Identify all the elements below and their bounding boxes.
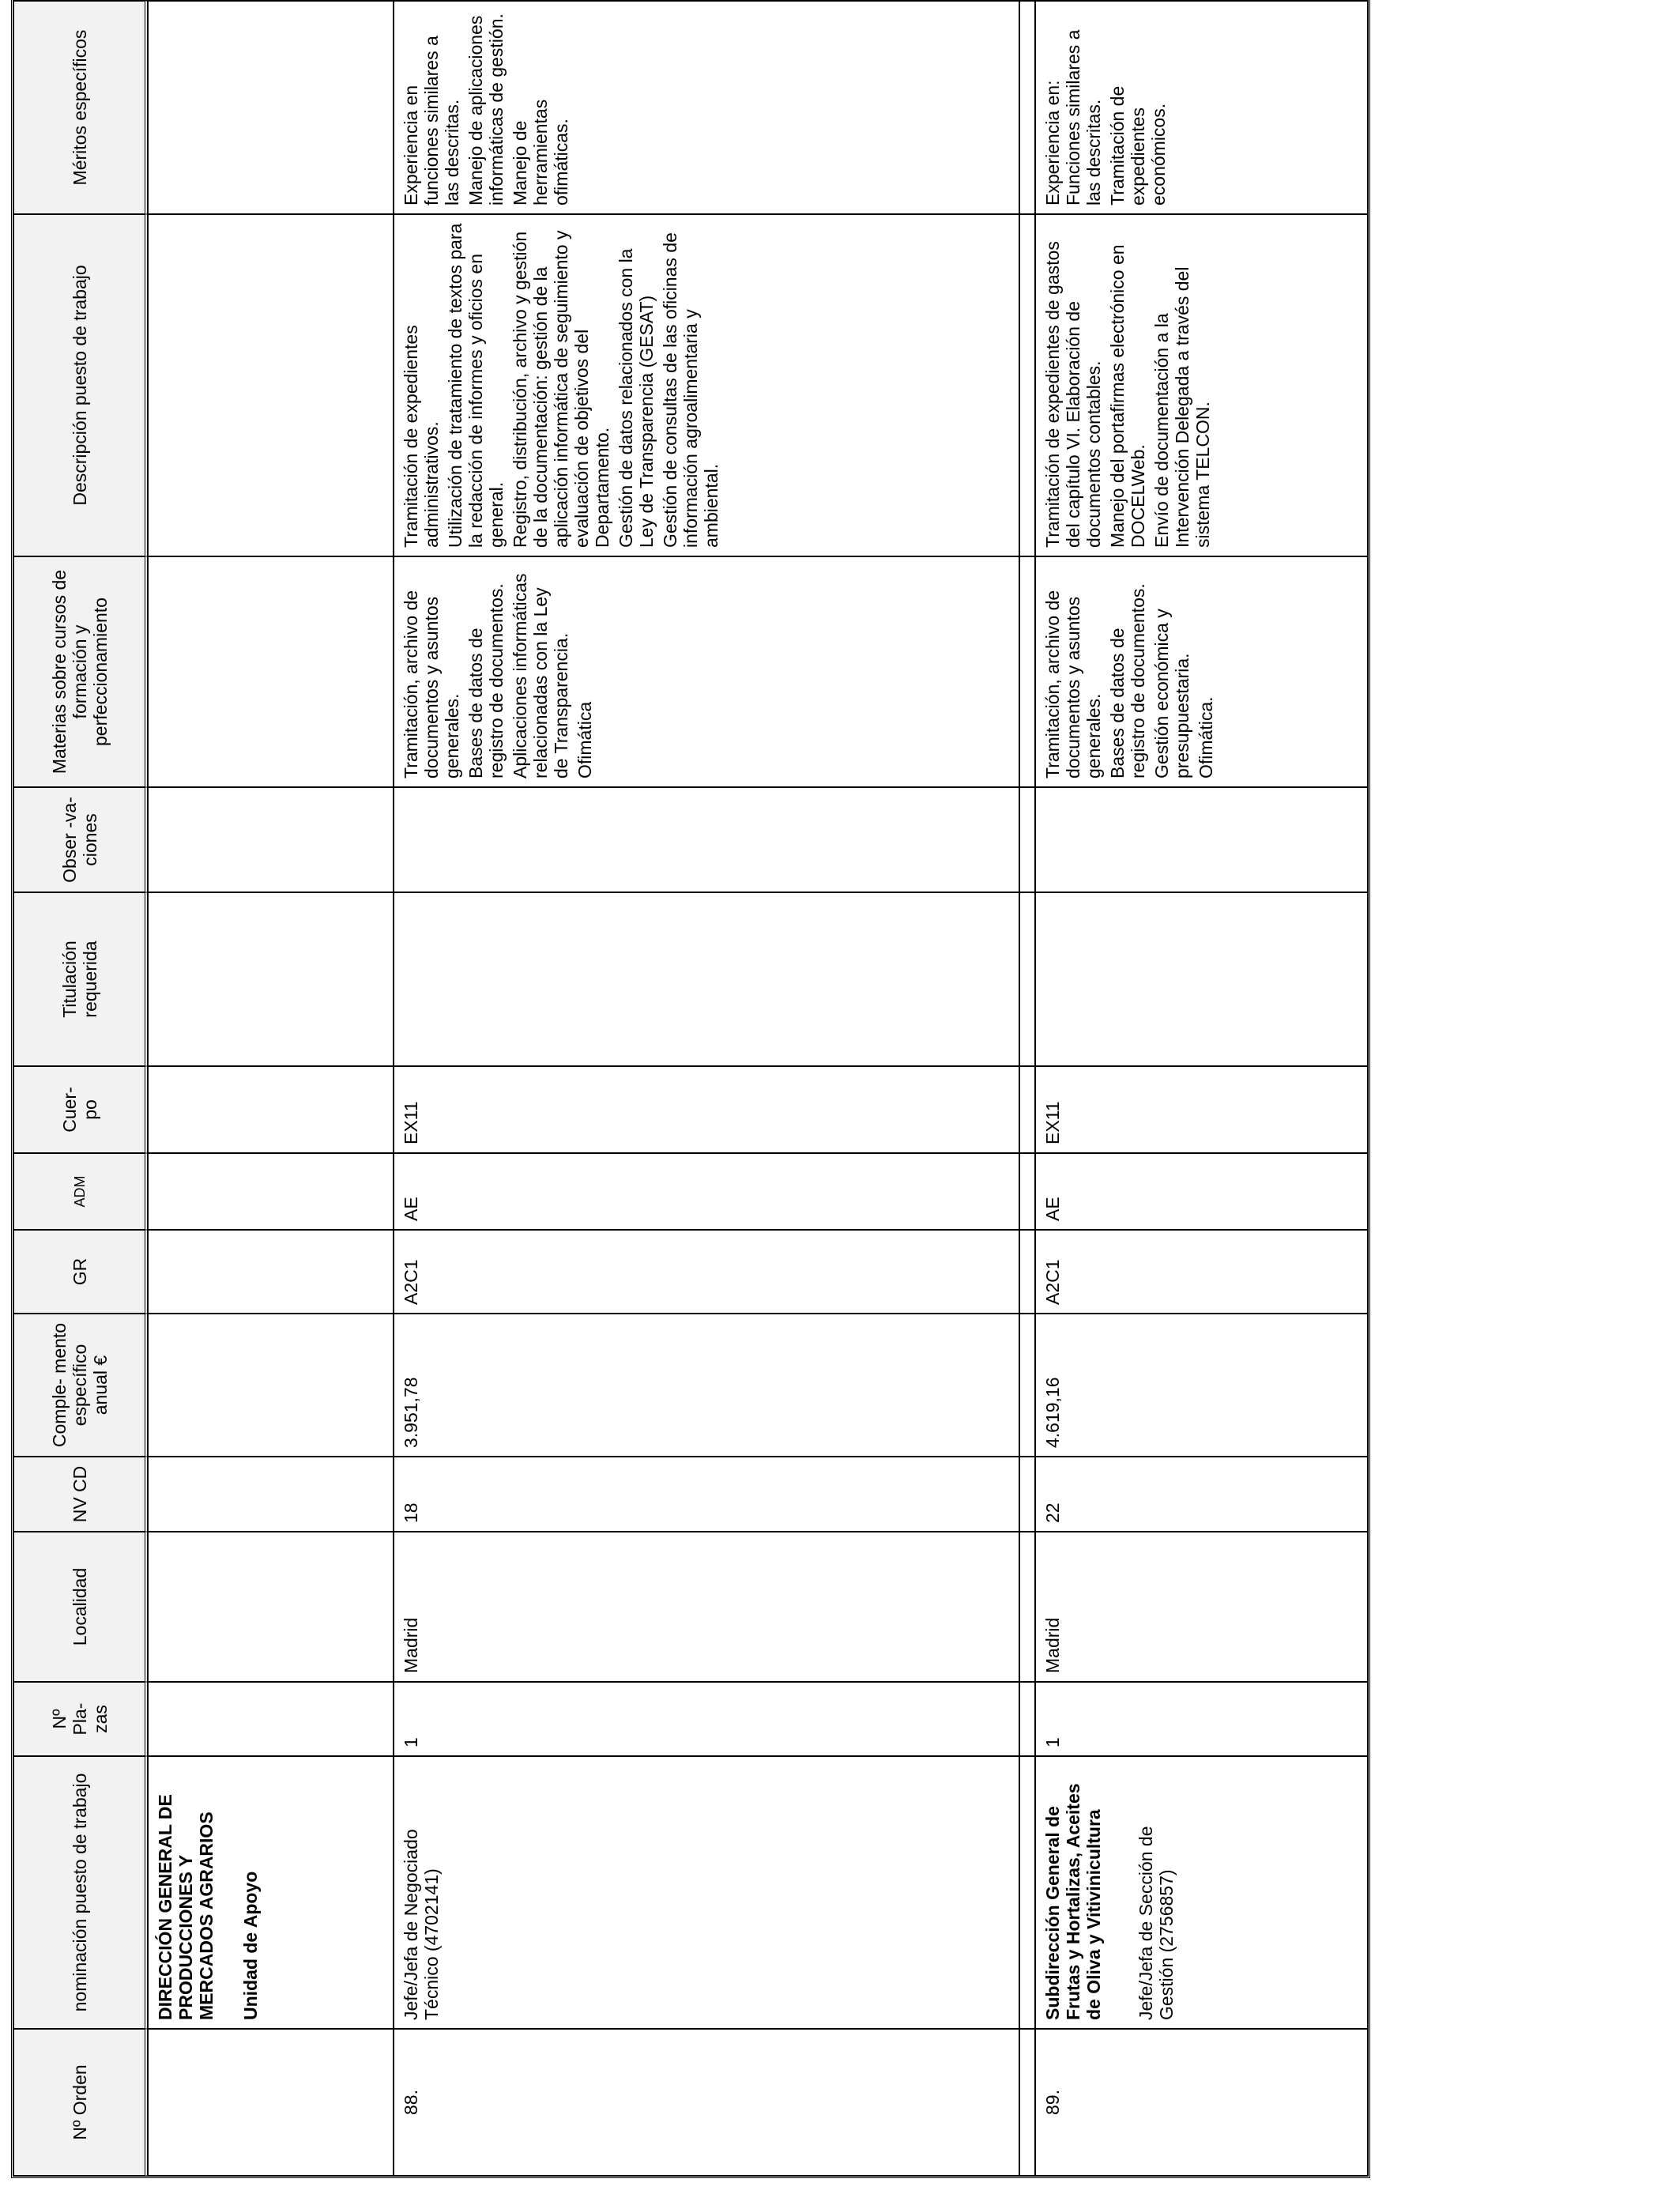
- row-meritos: [1035, 1, 1368, 214]
- table-row: [1035, 1, 1368, 2176]
- row-descripcion: [394, 214, 1019, 556]
- descripcion-item: Tramitación de expedientes administrativos.: [400, 325, 442, 548]
- header-meritos: Méritos específicos: [13, 1, 148, 214]
- materia-item: Tramitación, archivo de documentos y asuntos generales.: [400, 590, 462, 778]
- row-nivel: 18: [394, 1457, 1019, 1532]
- row-localidad: Madrid: [394, 1532, 1019, 1682]
- materia-item: Aplicaciones informáticas relacionadas con la Ley de Transparencia.: [509, 573, 571, 778]
- header-grupo: GR: [13, 1230, 148, 1314]
- row-complemento: 3.951,78: [394, 1314, 1019, 1457]
- header-nivel: NV CD: [13, 1457, 148, 1532]
- row-titulacion: [1035, 892, 1368, 1066]
- row-orden: 89.: [1035, 2029, 1368, 2176]
- row-nivel: 22: [1035, 1457, 1368, 1532]
- descripcion-item: Registro, distribución, archivo y gestión de la documentación: gestión de la aplicación informática de seguimiento y evaluación de objetivos del Departamento.: [509, 230, 612, 548]
- header-materias: Materias sobre cursos de formación y perfeccionamiento: [13, 556, 148, 787]
- row-plazas: 1: [1035, 1682, 1368, 1756]
- row-denominacion: [1035, 1756, 1368, 2029]
- merito-item: Experiencia en: Funciones similares a las descritas.: [1042, 29, 1104, 205]
- row-observaciones: [394, 787, 1019, 892]
- row-localidad: Madrid: [1035, 1532, 1368, 1682]
- row-adm: AE: [394, 1153, 1019, 1230]
- row-materias: [394, 556, 1019, 787]
- merito-item: Experiencia en funciones similares a las descritas.: [400, 36, 462, 205]
- header-orden: Nº Orden: [13, 2029, 148, 2176]
- row-grupo: A2C1: [394, 1230, 1019, 1314]
- materia-item: Bases de datos de registro de documentos.: [1106, 583, 1148, 778]
- unidad-title: Unidad de Apoyo: [240, 1871, 261, 2020]
- section-row-direccion: [148, 1, 394, 2176]
- header-plazas: Nº Pla- zas: [13, 1682, 148, 1756]
- descripcion-item: Manejo del portafirmas electrónico en DOCELWeb.: [1106, 244, 1148, 548]
- materia-item: Gestión económica y presupuestaria.: [1151, 609, 1192, 778]
- materia-item: Bases de datos de registro de documentos.: [465, 583, 507, 778]
- header-titulacion: Titulación requerida: [13, 892, 148, 1066]
- header-cuerpo: Cuer- po: [13, 1066, 148, 1153]
- row-grupo: A2C1: [1035, 1230, 1368, 1314]
- materia-item: Ofimática.: [1195, 696, 1216, 778]
- merito-item: Manejo de aplicaciones informáticas de gestión.: [465, 13, 507, 205]
- row-descripcion: [1035, 214, 1368, 556]
- descripcion-item: Gestión de consultas de las oficinas de información agroalimentaria y ambiental.: [659, 232, 721, 548]
- subdireccion-title: Subdirección General de Frutas y Hortalizas, Aceites de Oliva y Vitivinicultura: [1042, 1783, 1104, 2020]
- spacer-row: [1019, 1, 1035, 2176]
- header-descripcion: Descripción puesto de trabajo: [13, 214, 148, 556]
- header-row: [13, 1, 148, 2176]
- descripcion-item: Tramitación de expedientes de gastos del capítulo VI. Elaboración de documentos contables.: [1042, 241, 1104, 548]
- materia-item: Tramitación, archivo de documentos y asuntos generales.: [1042, 590, 1104, 778]
- direccion-title: DIRECCIÓN GENERAL DE PRODUCCIONES Y MERCADOS AGRARIOS: [155, 1794, 217, 2020]
- row-plazas: 1: [394, 1682, 1019, 1756]
- row-titulacion: [394, 892, 1019, 1066]
- row-materias: [1035, 556, 1368, 787]
- row-orden: 88.: [394, 2029, 1019, 2176]
- job-positions-table: [11, 0, 1370, 2178]
- section-cell-direccion: [148, 1756, 394, 2029]
- merito-item: Tramitación de expedientes económicos.: [1106, 85, 1169, 205]
- row-complemento: 4.619,16: [1035, 1314, 1368, 1457]
- denominacion-text: Jefe/Jefa de Sección de Gestión (2756857): [1135, 1826, 1177, 2020]
- row-denominacion: Jefe/Jefa de Negociado Técnico (4702141): [394, 1756, 1019, 2029]
- row-cuerpo: EX11: [1035, 1066, 1368, 1153]
- row-meritos: [394, 1, 1019, 214]
- header-adm: ADM: [13, 1153, 148, 1230]
- materia-item: Ofimática: [574, 701, 595, 778]
- row-cuerpo: EX11: [394, 1066, 1019, 1153]
- table-row: [394, 1, 1019, 2176]
- header-observaciones: Obser -va- ciones: [13, 787, 148, 892]
- header-denominacion: nominación puesto de trabajo: [13, 1756, 148, 2029]
- header-localidad: Localidad: [13, 1532, 148, 1682]
- row-adm: AE: [1035, 1153, 1368, 1230]
- descripcion-item: Gestión de datos relacionados con la Ley de Transparencia (GESAT): [615, 248, 657, 548]
- header-complemento: Comple- mento específico anual €: [13, 1314, 148, 1457]
- descripcion-item: Envío de documentación a la Intervención Delegada a través del sistema TELCON.: [1151, 266, 1213, 548]
- merito-item: Manejo de herramientas ofimáticas.: [509, 99, 571, 205]
- row-observaciones: [1035, 787, 1368, 892]
- descripcion-item: Utilización de tratamiento de textos para la redacción de informes y oficios en general.: [444, 223, 507, 548]
